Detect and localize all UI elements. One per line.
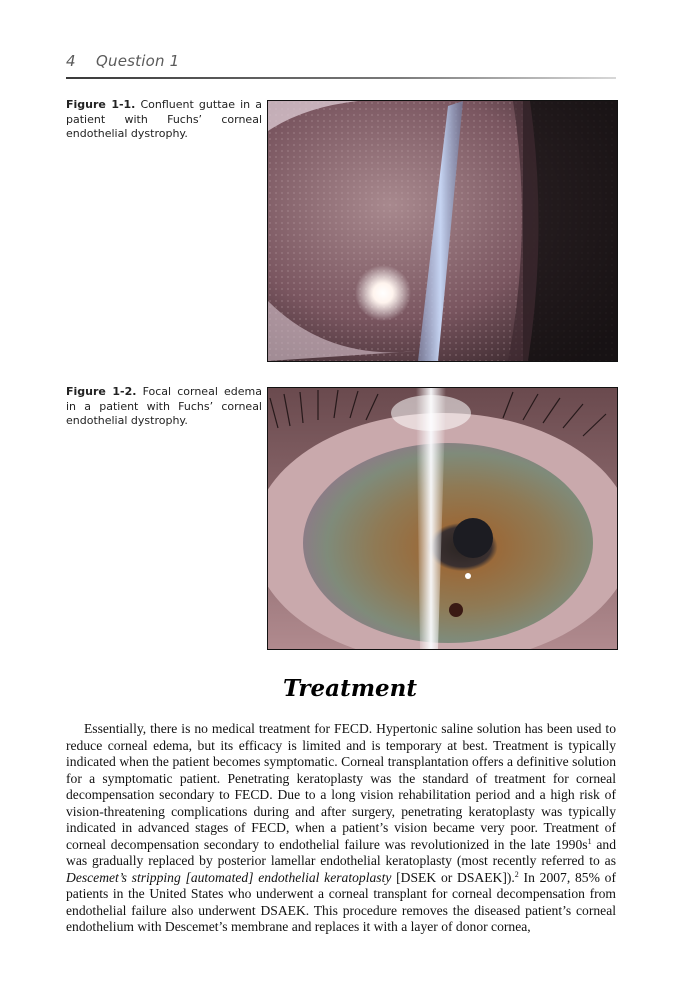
header-rule	[66, 77, 616, 79]
figure-1-1-label: Figure 1-1.	[66, 98, 136, 111]
reference-1: 1	[587, 836, 592, 846]
reference-2: 2	[514, 869, 519, 879]
paragraph-text-2: and was gradually replaced by posterior lamellar endothelial keratoplasty (most recently referred to as	[66, 836, 617, 868]
paragraph-text-1: Essentially, there is no medical treatment for FECD. Hypertonic saline solution has been used to reduce corneal edema, but its efficacy is limited and is temporary at best. Treatment is typically indicated when the patient becomes symptomatic. Corneal transplantation offers a definitive solution for a symptomatic patient. Penetrating keratoplasty was the standard of treatment for corneal decompensation secondary to FECD. Due to a long vision rehabilitation period and a high risk of vision-threatening complications during and after surgery, penetrating keratoplasty was typically indicated in advanced stages of FECD, when a patient’s vision became very poor. Treatment of corneal decompensation secondary to endothelial failure was revolutionized in the late 1990s	[66, 721, 616, 852]
section-heading-treatment: Treatment	[282, 675, 418, 702]
page-number: 4	[66, 52, 76, 70]
paragraph-text-3: [DSEK or DSAEK]).	[391, 869, 515, 885]
slit-lamp-photo-guttae	[268, 101, 617, 361]
running-head	[66, 52, 179, 70]
treatment-paragraph	[66, 721, 616, 936]
figure-1-2-image	[267, 387, 618, 650]
figure-1-1-image	[267, 100, 618, 362]
figure-1-2-caption	[66, 385, 262, 429]
paragraph-text-4: In 2007, 85% of patients in the United States who underwent a corneal transplant for corneal decompensation from endothelial failure also underwent DSAEK. This procedure removes the diseased patient’s corneal endothelium with Descemet’s membrane and replaces it with a layer of donor cornea,	[66, 869, 617, 934]
running-title: Question 1	[96, 52, 180, 70]
figure-1-1-caption-text: Confluent guttae in a patient with Fuchs’ corneal endothelial dystrophy.	[66, 98, 262, 140]
figure-1-2-label: Figure 1-2.	[66, 385, 137, 398]
slit-lamp-photo-edema	[268, 388, 617, 649]
figure-1-1-caption	[66, 98, 262, 142]
italic-procedure-name: Descemet’s stripping [automated] endothelial keratoplasty	[66, 869, 392, 885]
figure-1-2-caption-text: Focal corneal edema in a patient with Fuchs’ corneal endothelial dystrophy.	[66, 385, 262, 427]
